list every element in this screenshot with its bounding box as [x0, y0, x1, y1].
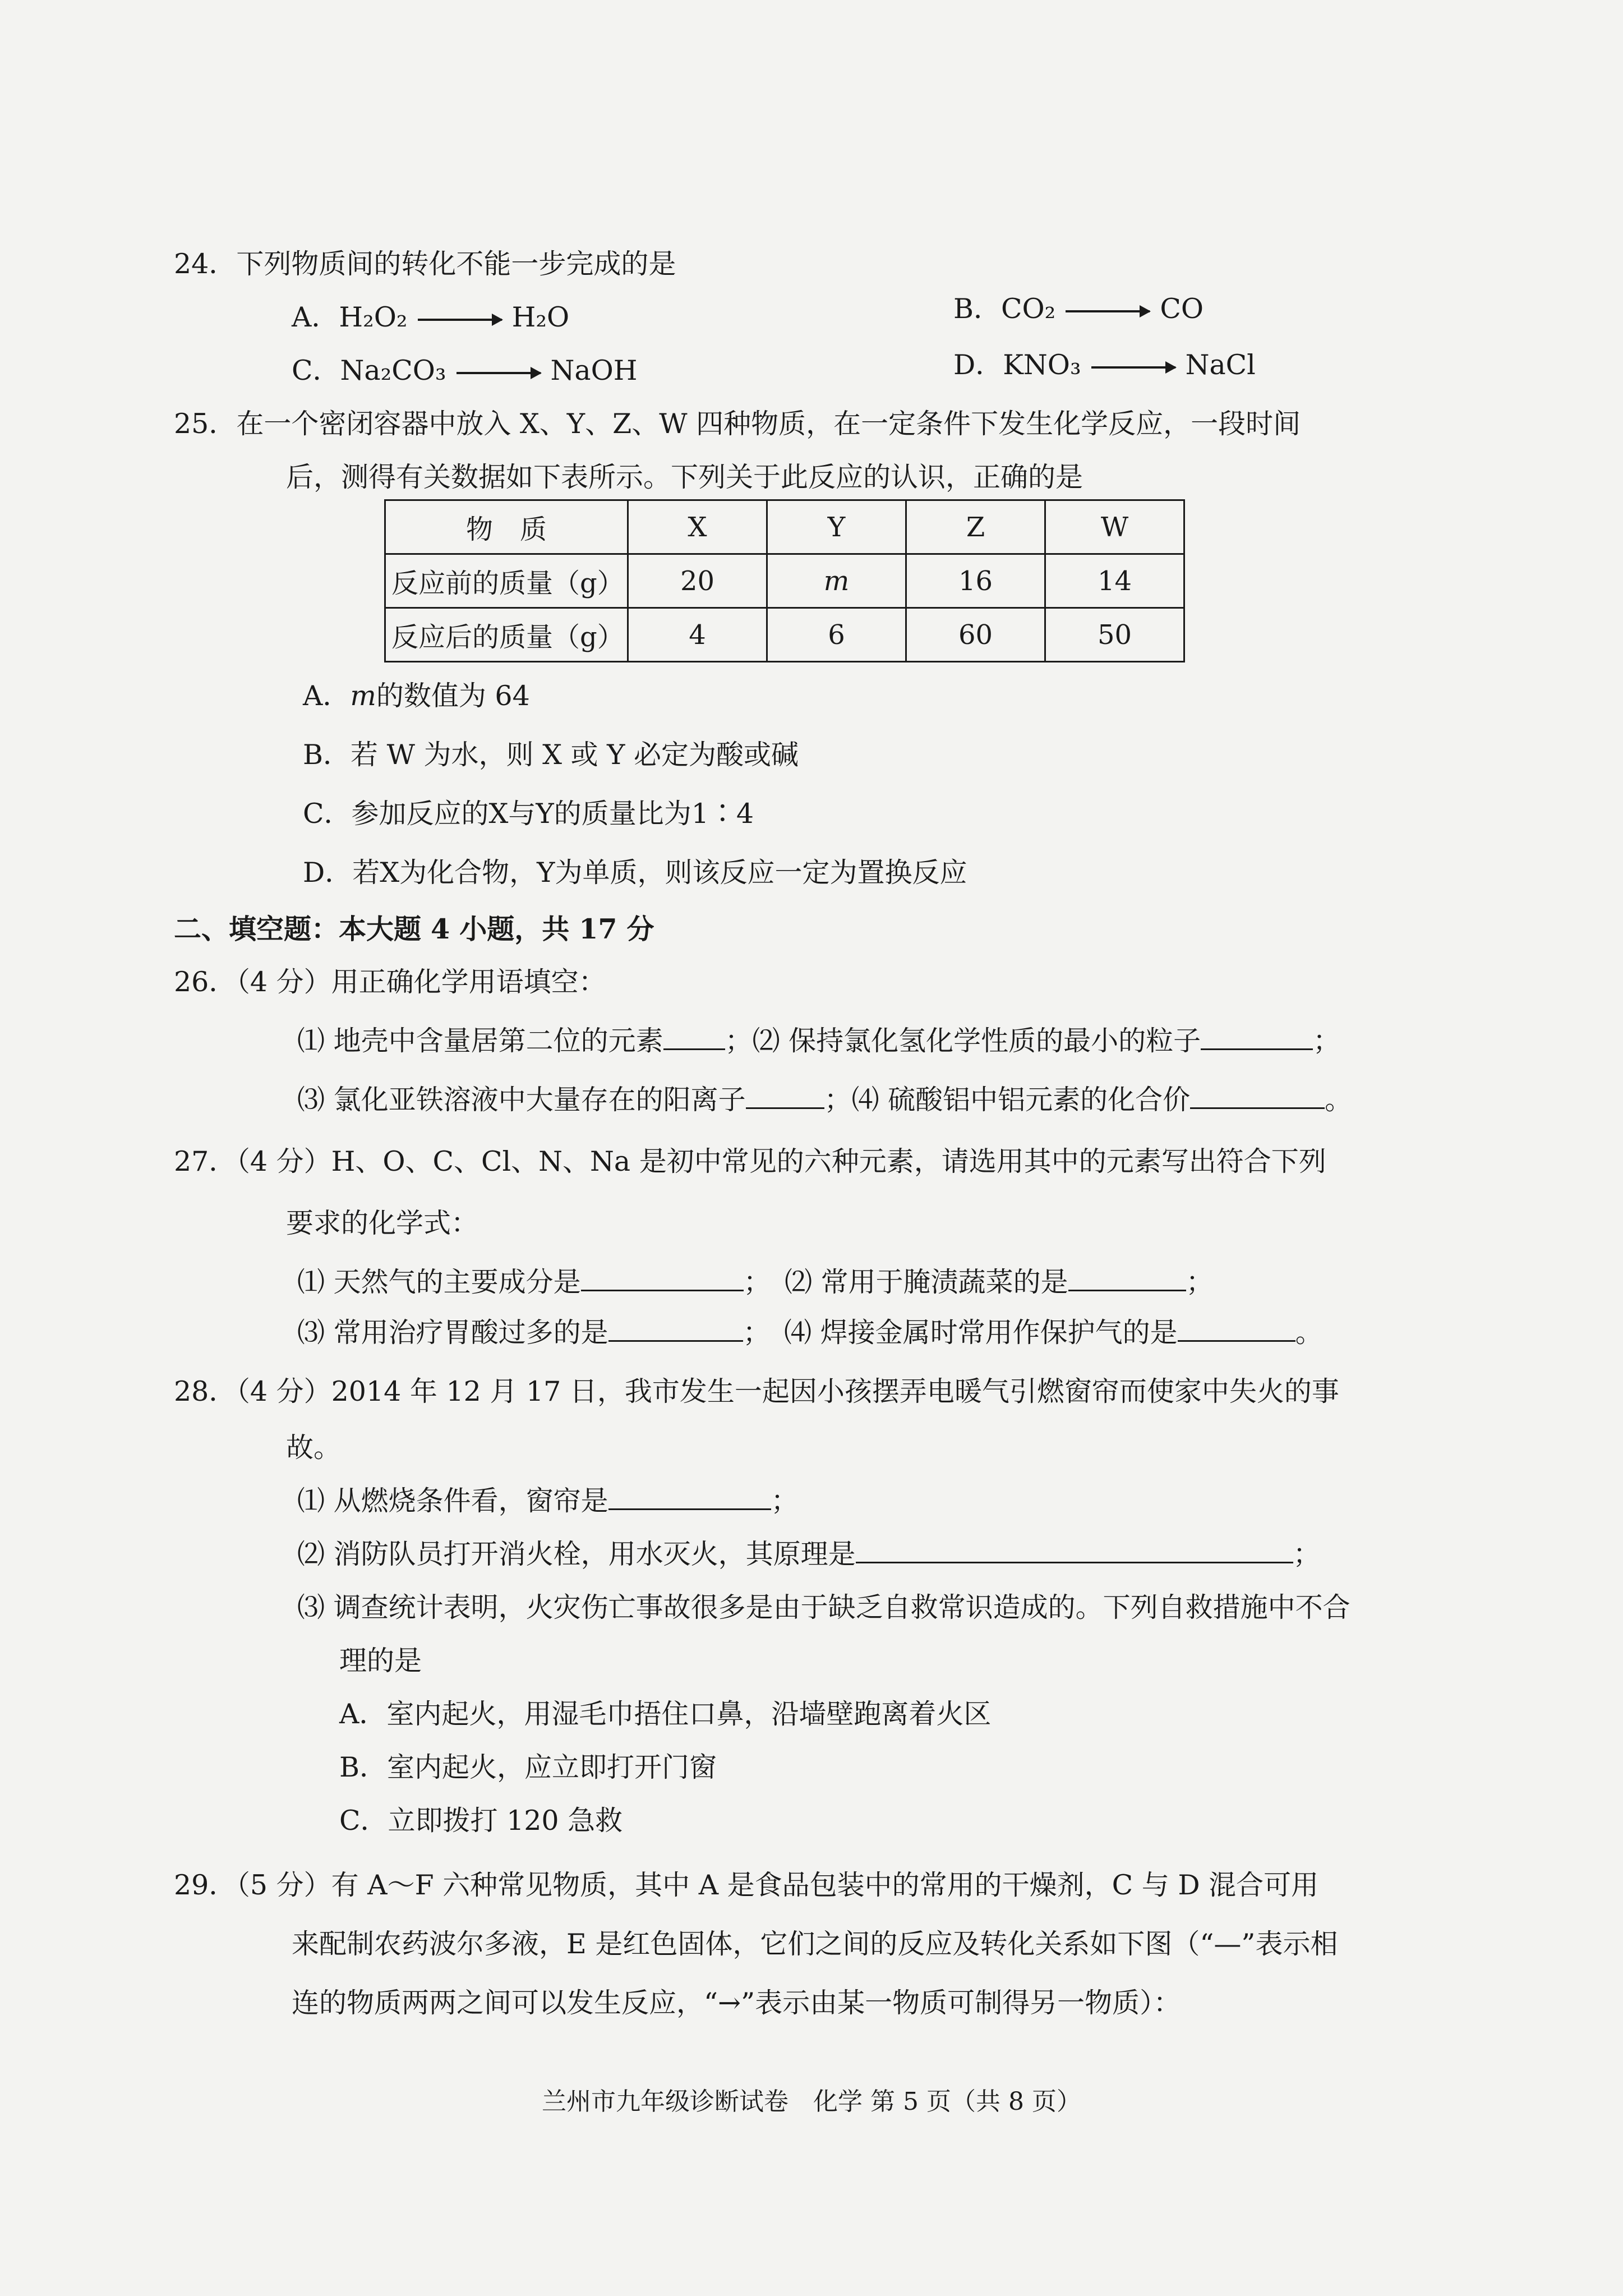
- q24-option-b: B．CO₂ CO: [953, 293, 1204, 325]
- table-row: [385, 554, 1184, 608]
- q29-stem-line1: 29．（5 分）有 A～F 六种常见物质，其中 A 是食品包装中的常用的干燥剂，C 与 D 混合可用: [174, 1869, 1319, 1901]
- q24-stem: 24．下列物质间的转化不能一步完成的是: [174, 248, 676, 280]
- q25-stem-line2: 后，测得有关数据如下表所示。下列关于此反应的认识，正确的是: [286, 461, 1083, 493]
- mass-data-table: [384, 499, 1185, 662]
- q28-part1: ⑴ 从燃烧条件看，窗帘是 ；: [297, 1485, 799, 1517]
- q28-stem-line2: 故。: [286, 1432, 342, 1464]
- answer-blank[interactable]: [608, 1484, 771, 1510]
- table-cell: 50: [1045, 608, 1184, 662]
- q27-stem-line1: 27．（4 分）H、O、C、Cl、N、Na 是初中常见的六种元素，请选用其中的元素写出符合下列: [174, 1145, 1326, 1177]
- section-heading: 二、填空题：本大题 4 小题，共 17 分: [174, 913, 654, 945]
- table-cell: 4: [628, 608, 767, 662]
- table-row: [385, 608, 1184, 662]
- table-cell: 物 质: [385, 500, 628, 554]
- q29-stem-line3: 连的物质两两之间可以发生反应，“→”表示由某一物质可制得另一物质）：: [292, 1987, 1181, 2019]
- q28-option-a: A．室内起火，用湿毛巾捂住口鼻，沿墙壁跑离着火区: [339, 1698, 992, 1730]
- q28-option-c: C．立即拨打 120 急救: [339, 1805, 623, 1837]
- table-cell: W: [1045, 500, 1184, 554]
- q28-part2: ⑵ 消防队员打开消火栓，用水灭火，其原理是 ；: [297, 1538, 1321, 1570]
- answer-blank[interactable]: [1201, 1024, 1313, 1050]
- answer-blank[interactable]: [746, 1083, 824, 1109]
- table-cell: X: [628, 500, 767, 554]
- arrow-icon: [1091, 366, 1175, 369]
- answer-blank[interactable]: [1068, 1265, 1186, 1291]
- q25-option-a: A．m的数值为 64: [303, 680, 530, 712]
- table-cell: Z: [906, 500, 1045, 554]
- page-footer: 兰州市九年级诊断试卷 化学 第 5 页（共 8 页）: [542, 2087, 1081, 2116]
- answer-blank[interactable]: [581, 1265, 744, 1291]
- q26-line2: ⑶ 氯化亚铁溶液中大量存在的阳离子 ；⑷ 硫酸铝中铝元素的化合价 。: [297, 1084, 1353, 1116]
- q25-option-d: D．若X为化合物，Y为单质，则该反应一定为置换反应: [303, 857, 967, 889]
- q28-option-b: B．室内起火，应立即打开门窗: [339, 1751, 717, 1783]
- table-cell: m: [767, 554, 906, 608]
- arrow-icon: [418, 319, 502, 321]
- table-header-row: [385, 500, 1184, 554]
- q25-option-b: B．若 W 为水，则 X 或 Y 必定为酸或碱: [303, 739, 799, 771]
- answer-blank[interactable]: [1178, 1315, 1295, 1342]
- table-cell: 60: [906, 608, 1045, 662]
- answer-blank[interactable]: [1190, 1083, 1325, 1109]
- table-cell: Y: [767, 500, 906, 554]
- table-cell: 14: [1045, 554, 1184, 608]
- q27-line1: ⑴ 天然气的主要成分是 ； ⑵ 常用于腌渍蔬菜的是 ；: [297, 1266, 1214, 1298]
- answer-blank[interactable]: [608, 1315, 743, 1342]
- q24-option-c: C．Na₂CO₃ NaOH: [292, 355, 638, 386]
- table-cell: 16: [906, 554, 1045, 608]
- answer-blank[interactable]: [663, 1024, 725, 1050]
- q28-part3-line1: ⑶ 调查统计表明，火灾伤亡事故很多是由于缺乏自救常识造成的。下列自救措施中不合: [297, 1591, 1350, 1623]
- q25-stem-line1: 25．在一个密闭容器中放入 X、Y、Z、W 四种物质，在一定条件下发生化学反应，一段时间: [174, 408, 1301, 440]
- table-cell: 反应前的质量（g）: [385, 554, 628, 608]
- q27-stem-line2: 要求的化学式：: [286, 1207, 479, 1239]
- q28-part3-line2: 理的是: [339, 1645, 422, 1677]
- q27-line2: ⑶ 常用治疗胃酸过多的是 ； ⑷ 焊接金属时常用作保护气的是 。: [297, 1317, 1323, 1349]
- q28-stem-line1: 28．（4 分）2014 年 12 月 17 日，我市发生一起因小孩摆弄电暖气引燃窗帘而使家中失火的事: [174, 1375, 1339, 1407]
- q25-option-c: C．参加反应的X与Y的质量比为1∶4: [303, 798, 754, 830]
- arrow-icon: [457, 372, 541, 374]
- table-cell: 反应后的质量（g）: [385, 608, 628, 662]
- q26-stem: 26．（4 分）用正确化学用语填空：: [174, 966, 606, 998]
- arrow-icon: [1066, 310, 1150, 312]
- answer-blank[interactable]: [856, 1537, 1293, 1563]
- table-cell: 6: [767, 608, 906, 662]
- q29-stem-line2: 来配制农药波尔多液，E 是红色固体，它们之间的反应及转化关系如下图（“—”表示相: [292, 1928, 1338, 1960]
- q26-line1: ⑴ 地壳中含量居第二位的元素 ；⑵ 保持氯化氢化学性质的最小的粒子 ；: [297, 1025, 1341, 1057]
- q24-option-a: A．H₂O₂ H₂O: [292, 301, 570, 333]
- table-cell: 20: [628, 554, 767, 608]
- q24-option-d: D．KNO₃ NaCl: [953, 349, 1256, 381]
